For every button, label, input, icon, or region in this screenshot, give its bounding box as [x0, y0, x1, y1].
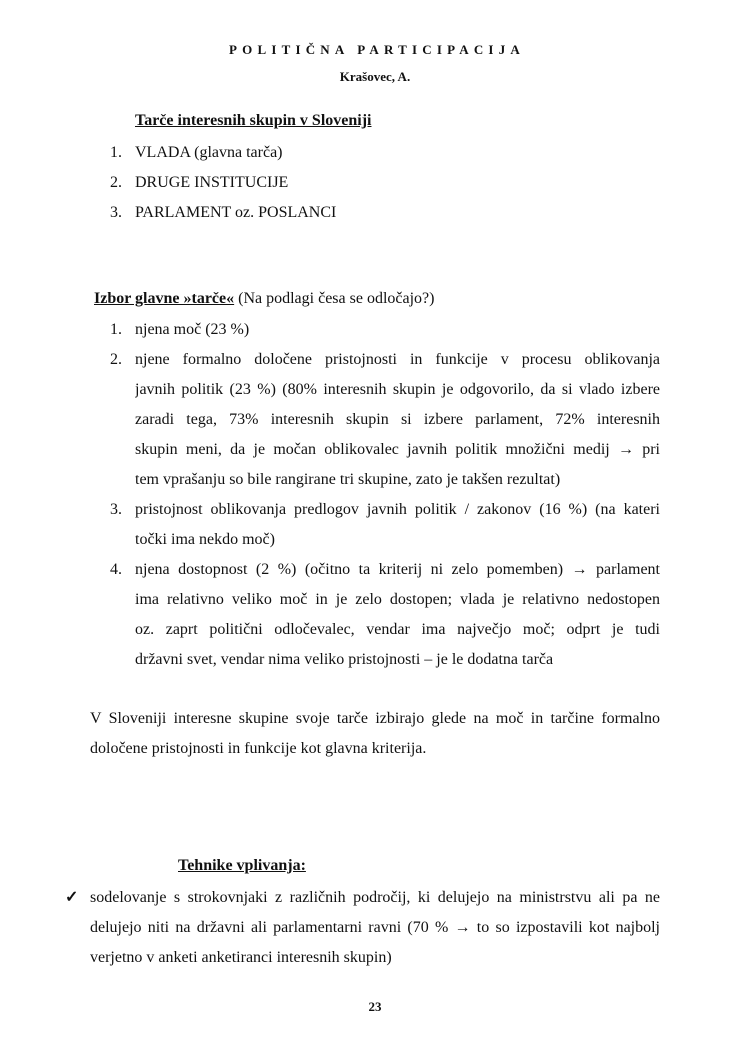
- text-line: verjetno v anketi anketiranci interesnih skupin): [90, 949, 392, 966]
- section-heading-techniques: Tehnike vplivanja:: [178, 857, 306, 874]
- techniques-list: [65, 883, 660, 973]
- selection-heading: Izbor glavne »tarče«: [94, 290, 235, 307]
- text-line: V Sloveniji interesne skupine svoje tarče izbirajo glede na moč in tarčine formalno: [90, 710, 660, 727]
- list-number: 4.: [110, 561, 122, 578]
- text-line: javnih politik (23 %) (80% interesnih skupin je odgovorilo, da si vlado izbere: [135, 381, 660, 398]
- list-number: 2.: [110, 351, 122, 368]
- list-item: [110, 138, 660, 168]
- text-line: ima relativno veliko moč in je zelo dostopen; vlada je relativno nedostopen: [135, 591, 660, 608]
- text-line: skupin meni, da je močan oblikovalec javnih politik množični medij → pri: [135, 441, 660, 458]
- list-item: [110, 495, 660, 555]
- text-line: tem vprašanju so bile rangirane tri skupine, zato je takšen rezultat): [135, 471, 561, 488]
- section-heading-targets: Tarče interesnih skupin v Sloveniji: [135, 112, 372, 129]
- targets-list: [110, 138, 660, 228]
- text-line: njena moč (23 %): [135, 321, 250, 338]
- text-line: PARLAMENT oz. POSLANCI: [135, 204, 337, 221]
- author: Krašovec, A.: [339, 69, 411, 84]
- selection-criteria-list: [110, 315, 660, 675]
- section-heading-selection: [94, 290, 434, 308]
- text-line: DRUGE INSTITUCIJE: [135, 174, 289, 191]
- summary-paragraph: [90, 704, 660, 764]
- list-number: 3.: [110, 204, 122, 221]
- text-line: njene formalno določene pristojnosti in funkcije v procesu oblikovanja: [135, 351, 660, 368]
- text-line: sodelovanje s strokovnjaki z različnih področij, ki delujejo na ministrstvu ali pa ne: [90, 889, 660, 906]
- running-title: POLITIČNA PARTICIPACIJA: [229, 42, 525, 57]
- checkmark-icon: ✓: [65, 889, 79, 906]
- text-line: državni svet, vendar nima veliko pristojnosti – je le dodatna tarča: [135, 651, 554, 668]
- text-line: pristojnost oblikovanja predlogov javnih politik / zakonov (16 %) (na kateri: [135, 501, 660, 518]
- list-number: 3.: [110, 501, 122, 518]
- selection-heading-note: (Na podlagi česa se odločajo?): [234, 290, 435, 307]
- list-number: 2.: [110, 174, 122, 191]
- text-line: zaradi tega, 73% interesnih skupin si izbere parlament, 72% interesnih: [135, 411, 660, 428]
- list-number: 1.: [110, 144, 122, 161]
- text-line: oz. zaprt politični odločevalec, vendar ima največjo moč; odprt je tudi: [135, 621, 660, 638]
- list-item: [110, 555, 660, 675]
- list-number: 1.: [110, 321, 122, 338]
- text-line: delujejo niti na državni ali parlamentarni ravni (70 % → to so izpostavili kot najbolj: [90, 919, 660, 936]
- page-number: 23: [368, 999, 382, 1014]
- list-item: [110, 315, 660, 345]
- text-line: VLADA (glavna tarča): [135, 144, 283, 161]
- list-item: [110, 345, 660, 495]
- text-line: točki ima nekdo moč): [135, 531, 275, 548]
- list-item: [110, 198, 660, 228]
- list-item: [65, 883, 660, 973]
- text-line: njena dostopnost (2 %) (očitno ta kriterij ni zelo pomemben) → parlament: [135, 561, 660, 578]
- text-line: določene pristojnosti in funkcije kot glavna kriterija.: [90, 740, 427, 757]
- list-item: [110, 168, 660, 198]
